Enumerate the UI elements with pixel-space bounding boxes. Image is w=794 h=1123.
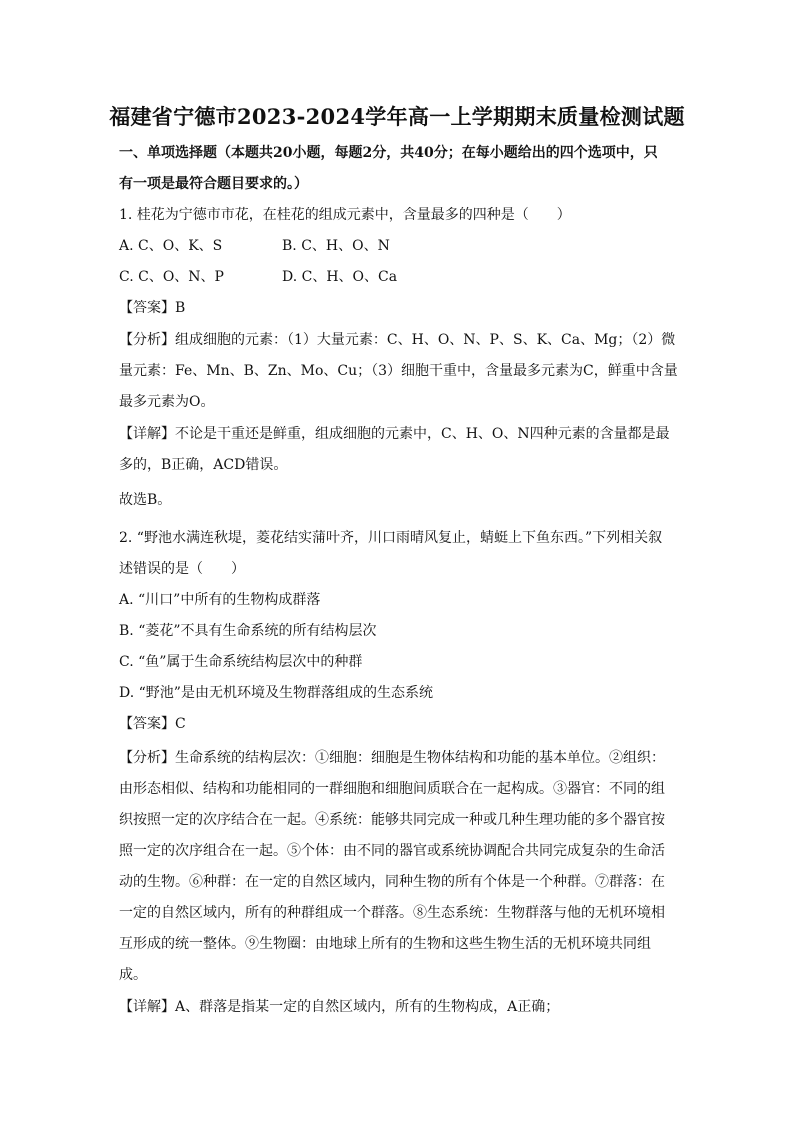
section-heading-line-1: 一、单项选择题（本题共20小题，每题2分，共40分；在每小题给出的四个选项中，只 (119, 145, 658, 161)
q2-analysis-line-4: 照一定的次序组合在一起。⑤个体：由不同的器官或系统协调配合共同完成复杂的生命活 (119, 843, 665, 859)
q1-option-b: B. C、H、O、N (282, 238, 390, 254)
q2-stem-line-1: 2. “野池水满连秋堤，菱花结实蒲叶齐，川口雨晴风复止，蜻蜓上下鱼东西。”下列相关叙 (119, 530, 663, 546)
q1-detail-line-2: 多的，B正确，ACD错误。 (119, 457, 288, 473)
q1-option-d: D. C、H、O、Ca (282, 269, 398, 285)
q2-analysis-line-8: 成。 (119, 967, 147, 983)
q2-option-a: A. “川口”中所有的生物构成群落 (119, 592, 321, 608)
q2-analysis-line-2: 由形态相似、结构和功能相同的一群细胞和细胞间质联合在一起构成。③器官：不同的组 (119, 781, 665, 797)
q1-analysis-line-2: 量元素：Fe、Mn、B、Zn、Mo、Cu；（3）细胞干重中，含量最多元素为C，鲜重中含量 (119, 363, 678, 379)
q1-stem: 1. 桂花为宁德市市花，在桂花的组成元素中，含量最多的四种是（ ） (119, 207, 571, 223)
q2-analysis-line-3: 织按照一定的次序结合在一起。④系统：能够共同完成一种或几种生理功能的多个器官按 (119, 812, 665, 828)
q2-analysis-line-5: 动的生物。⑥种群：在一定的自然区域内，同种生物的所有个体是一个种群。⑦群落：在 (119, 874, 665, 890)
q2-option-b: B. “菱花”不具有生命系统的所有结构层次 (119, 623, 377, 639)
q1-analysis-line-1: 【分析】组成细胞的元素：（1）大量元素：C、H、O、N、P、S、K、Ca、Mg；（2）微 (119, 332, 676, 348)
q2-stem-line-2: 述错误的是（ ） (119, 561, 245, 577)
q2-answer: 【答案】C (119, 716, 186, 732)
q2-detail-line-1: 【详解】A、群落是指某一定的自然区域内，所有的生物构成，A正确； (119, 999, 560, 1015)
q1-conclusion: 故选B。 (119, 492, 172, 508)
page-title: 福建省宁德市2023-2024学年高一上学期期末质量检测试题 (109, 104, 685, 129)
q2-option-c: C. “鱼”属于生命系统结构层次中的种群 (119, 654, 363, 670)
q2-analysis-line-6: 一定的自然区域内，所有的种群组成一个群落。⑧生态系统：生物群落与他的无机环境相 (119, 905, 665, 921)
q1-detail-line-1: 【详解】不论是干重还是鲜重，组成细胞的元素中，C、H、O、N四种元素的含量都是最 (119, 426, 670, 442)
q2-option-d: D. “野池”是由无机环境及生物群落组成的生态系统 (119, 685, 433, 701)
q1-option-c: C. C、O、N、P (119, 269, 224, 285)
q2-analysis-line-7: 互形成的统一整体。⑨生物圈：由地球上所有的生物和这些生物生活的无机环境共同组 (119, 936, 651, 952)
q1-analysis-line-3: 最多元素为O。 (119, 394, 215, 410)
q1-answer: 【答案】B (119, 300, 186, 316)
section-heading-line-2: 有一项是最符合题目要求的。） (119, 176, 308, 192)
q1-option-a: A. C、O、K、S (119, 238, 223, 254)
q2-analysis-line-1: 【分析】生命系统的结构层次：①细胞：细胞是生物体结构和功能的基本单位。②组织： (119, 750, 665, 766)
